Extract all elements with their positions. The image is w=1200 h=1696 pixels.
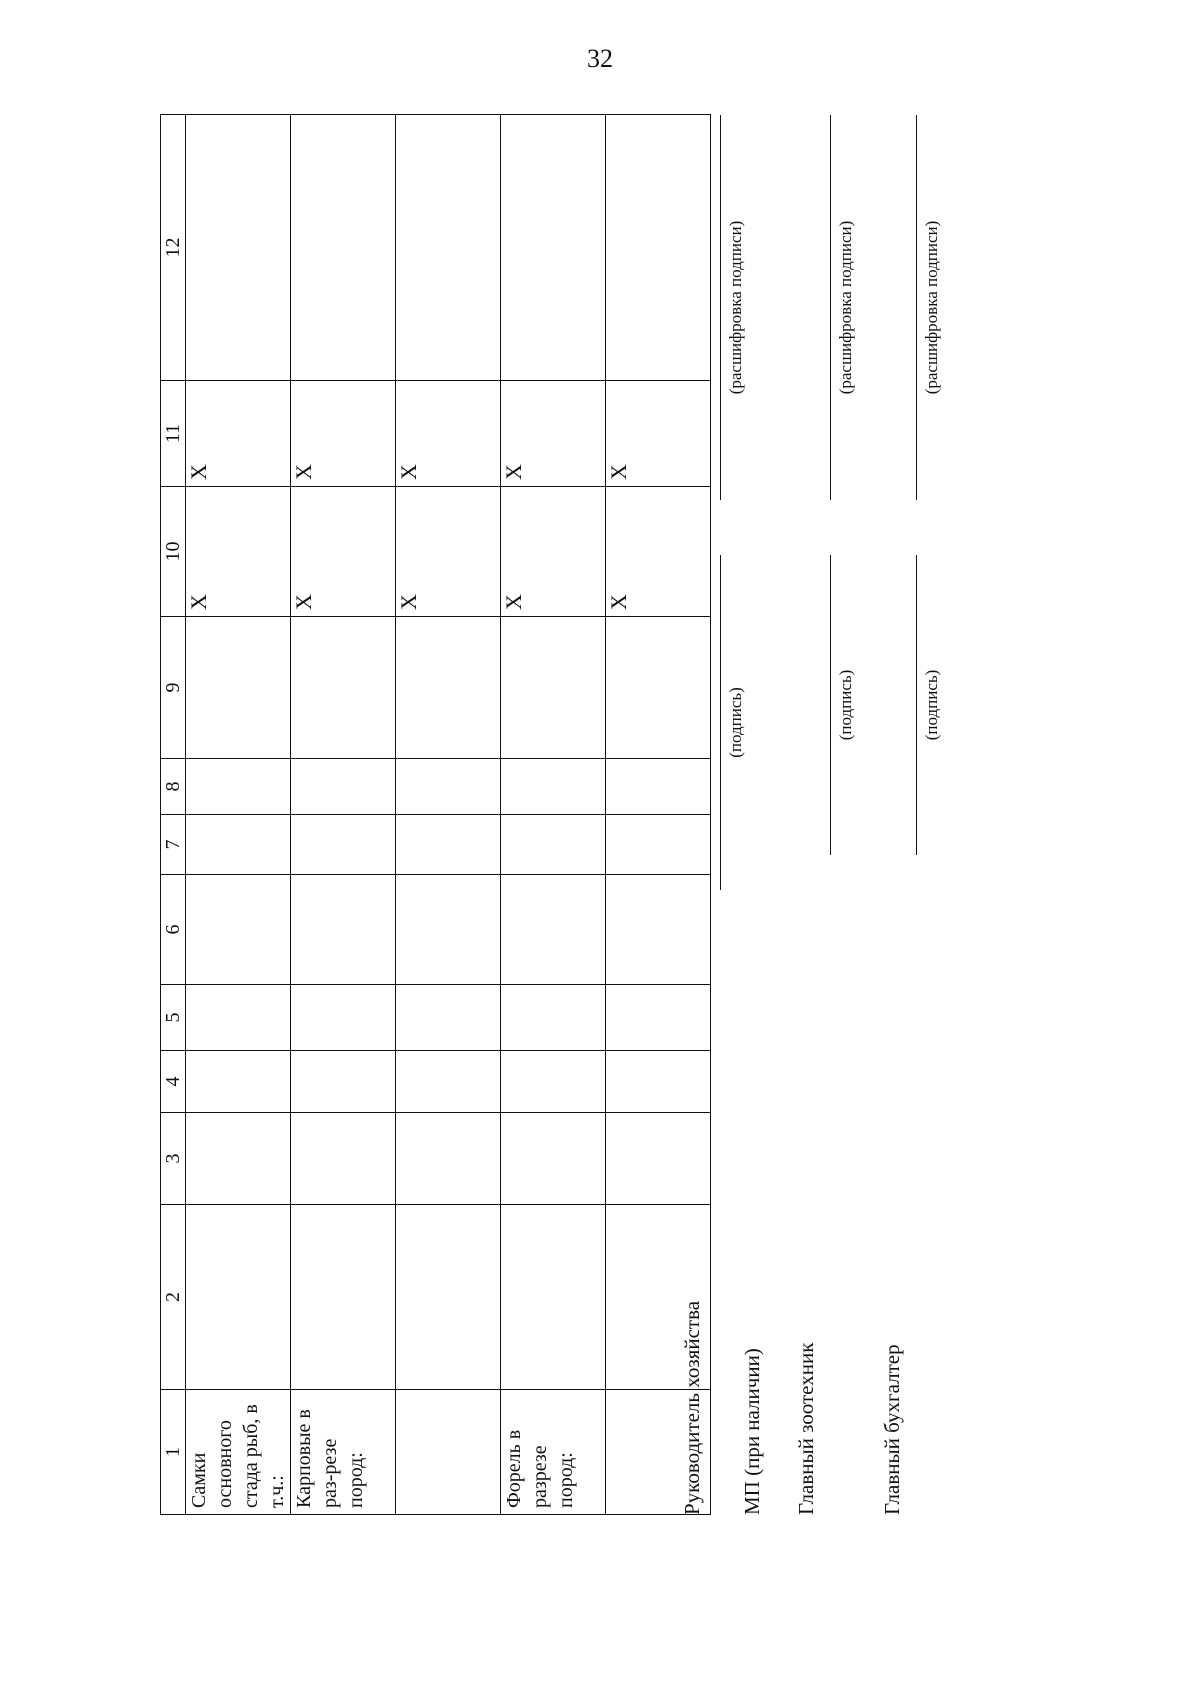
table-cell: [396, 815, 501, 875]
table-cell: [291, 1113, 396, 1205]
table-cell: Х: [396, 487, 501, 617]
table-cell: [396, 875, 501, 985]
head-signature-line[interactable]: [720, 555, 721, 890]
table-cell: Х: [186, 487, 291, 617]
table-cell: [291, 875, 396, 985]
table-cell: [396, 1051, 501, 1113]
table-row: [396, 115, 501, 1515]
column-number-cell: 12: [161, 115, 186, 381]
table-row: [186, 115, 291, 1515]
table-row: [291, 115, 396, 1515]
column-number-cell: 10: [161, 487, 186, 617]
table-body: [161, 115, 711, 1515]
table-cell: [186, 115, 291, 381]
table-cell: [501, 617, 606, 759]
column-number-cell: 4: [161, 1051, 186, 1113]
table-cell: [396, 985, 501, 1051]
column-number-cell: 1: [161, 1390, 186, 1515]
table-cell: Х: [291, 381, 396, 487]
table-cell: [501, 1051, 606, 1113]
table-cell: [291, 815, 396, 875]
signature-block: [680, 115, 1020, 1515]
table-cell: Х: [606, 487, 711, 617]
table-cell: [186, 1205, 291, 1390]
table-cell: [396, 115, 501, 381]
table-row: [501, 115, 606, 1515]
table-cell: [501, 985, 606, 1051]
table-cell: [501, 1205, 606, 1390]
table-cell: [186, 617, 291, 759]
head-signature-caption: (подпись): [726, 687, 745, 758]
table-cell: Х: [291, 487, 396, 617]
table-cell: [501, 875, 606, 985]
column-number-cell: 11: [161, 381, 186, 487]
column-number-cell: 6: [161, 875, 186, 985]
accountant-signature-line[interactable]: [916, 555, 917, 855]
column-number-cell: 9: [161, 617, 186, 759]
table-cell: [291, 1205, 396, 1390]
column-number-cell: 7: [161, 815, 186, 875]
row-label-cell: Самки основного стада рыб, в т.ч.:: [186, 1390, 291, 1515]
table-cell: Х: [396, 381, 501, 487]
zootechnician-signature-line[interactable]: [830, 555, 831, 855]
table-cell: [186, 1051, 291, 1113]
column-number-cell: 3: [161, 1113, 186, 1205]
table-cell: [186, 985, 291, 1051]
table-cell: [396, 1113, 501, 1205]
table-cell: [396, 1205, 501, 1390]
table-cell: [396, 617, 501, 759]
table-cell: Х: [501, 381, 606, 487]
table-cell: [291, 985, 396, 1051]
column-number-cell: 5: [161, 985, 186, 1051]
table-cell: Х: [186, 381, 291, 487]
table-cell: [501, 815, 606, 875]
table-cell: [501, 1113, 606, 1205]
rotated-page-content: [160, 115, 1020, 1515]
table-cell: [291, 115, 396, 381]
head-decoding-line[interactable]: [720, 115, 721, 500]
table-cell: [186, 759, 291, 815]
head-label: Руководитель хозяйства: [680, 1300, 704, 1515]
table-cell: [396, 759, 501, 815]
column-number-row: [161, 115, 186, 1515]
table-cell: [291, 759, 396, 815]
head-decoding-caption: (расшифровка подписи): [726, 220, 745, 395]
column-number-cell: 8: [161, 759, 186, 815]
accountant-decoding-line[interactable]: [916, 115, 917, 500]
table-cell: Х: [606, 381, 711, 487]
table-cell: Х: [501, 487, 606, 617]
accountant-signature-caption: (подпись): [922, 669, 941, 741]
zootechnician-signature-caption: (подпись): [836, 669, 855, 741]
table-cell: [291, 1051, 396, 1113]
page-number: 32: [587, 44, 613, 73]
table-cell: [501, 759, 606, 815]
row-label-cell: [396, 1390, 501, 1515]
table-cell: [186, 875, 291, 985]
zootechnician-label: Главный зоотехник: [794, 1342, 818, 1515]
row-label-cell: Форель в разрезе пород:: [501, 1390, 606, 1515]
zootechnician-decoding-caption: (расшифровка подписи): [836, 220, 855, 395]
zootechnician-decoding-line[interactable]: [830, 115, 831, 500]
table-cell: [501, 115, 606, 381]
data-table: [160, 114, 711, 1515]
row-label-cell: Карповые в раз-резе пород:: [291, 1390, 396, 1515]
table-cell: [186, 815, 291, 875]
table-cell: [291, 617, 396, 759]
table-cell: [186, 1113, 291, 1205]
column-number-cell: 2: [161, 1205, 186, 1390]
accountant-label: Главный бухгалтер: [880, 1344, 904, 1515]
accountant-decoding-caption: (расшифровка подписи): [922, 220, 941, 395]
stamp-label: МП (при наличии): [740, 1348, 764, 1515]
